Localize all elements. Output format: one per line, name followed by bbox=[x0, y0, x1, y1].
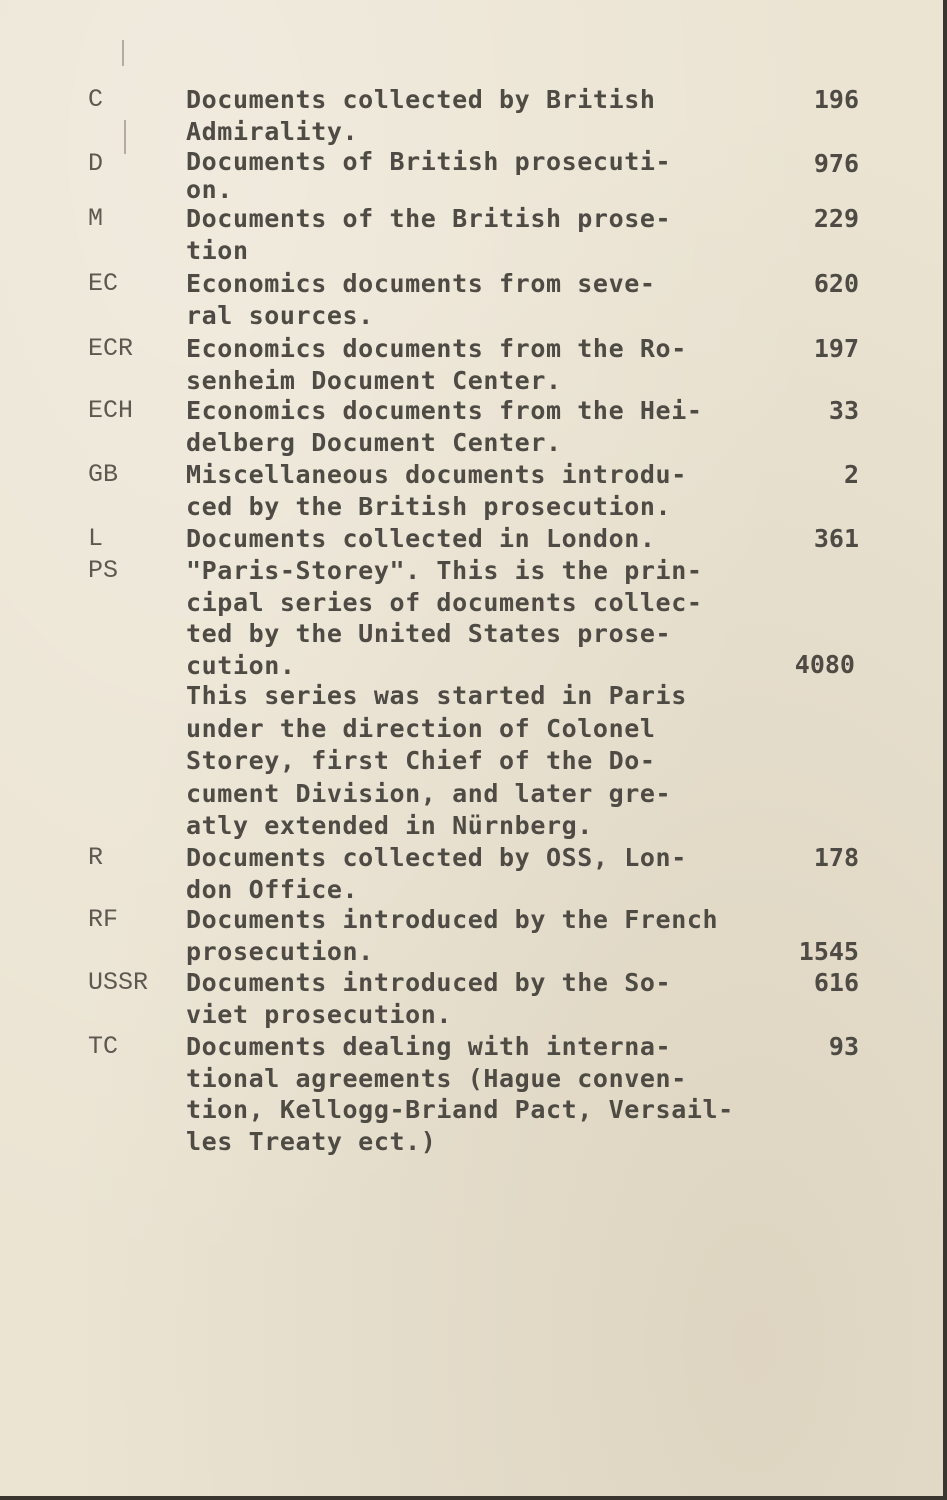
entry-description: Economics documents from the Hei- delberg Document Center. bbox=[186, 396, 703, 457]
pencil-mark bbox=[124, 120, 126, 154]
entry-description: Economics documents from the Ro- senheim Document Center. bbox=[186, 334, 687, 395]
entry-code: ECR bbox=[88, 334, 134, 363]
entry-count: 1545 bbox=[798, 937, 859, 966]
entry-count: 4080 bbox=[794, 650, 855, 679]
entry-code: PS bbox=[88, 556, 119, 585]
entry-count: 976 bbox=[813, 149, 859, 178]
entry-description: Documents dealing with interna- tional agreements (Hague conven- tion, Kellogg-Briand Pact, Versail- les Treaty ect.) bbox=[186, 1032, 734, 1156]
pencil-mark bbox=[122, 40, 124, 66]
entry-code: M bbox=[88, 204, 104, 233]
entry-code: D bbox=[88, 149, 104, 178]
entry-count: 2 bbox=[843, 460, 859, 489]
entry-count: 196 bbox=[813, 85, 859, 114]
entry-description: Documents collected in London. bbox=[186, 524, 656, 553]
entry-count: 620 bbox=[813, 269, 859, 298]
entry-description: Economics documents from seve- ral sources. bbox=[186, 269, 656, 330]
entry-description: Documents of the British prose- tion bbox=[186, 204, 672, 265]
entry-description: Documents introduced by the So- viet prosecution. bbox=[186, 968, 672, 1029]
entry-code: EC bbox=[88, 269, 119, 298]
entry-code: GB bbox=[88, 460, 119, 489]
entry-description: Miscellaneous documents introdu- ced by the British prosecution. bbox=[186, 460, 687, 521]
entry-count: 616 bbox=[813, 968, 859, 997]
entry-count: 33 bbox=[828, 396, 859, 425]
entry-count: 93 bbox=[828, 1032, 859, 1061]
entry-description: Documents of British prosecuti- on. bbox=[186, 147, 672, 204]
entry-code: USSR bbox=[88, 968, 149, 997]
entry-code: RF bbox=[88, 905, 119, 934]
entry-description: "Paris-Storey". This is the prin- cipal series of documents collec- ted by the United States prose- cution. bbox=[186, 556, 703, 680]
entry-description: Documents introduced by the French prosecution. bbox=[186, 905, 719, 966]
entry-count: 361 bbox=[813, 524, 859, 553]
entry-code: TC bbox=[88, 1032, 119, 1061]
entry-note: This series was started in Paris under the direction of Colonel Storey, first Chief of the Do- cument Division, and later gre- atly extended in Nürnberg. bbox=[186, 681, 687, 840]
entry-description: Documents collected by OSS, Lon- don Office. bbox=[186, 843, 687, 904]
entry-description: Documents collected by British Admirality. bbox=[186, 85, 656, 146]
entry-code: R bbox=[88, 843, 104, 872]
entry-code: ECH bbox=[88, 396, 134, 425]
entry-code: L bbox=[88, 524, 104, 553]
entry-count: 197 bbox=[813, 334, 859, 363]
entry-code: C bbox=[88, 85, 104, 114]
entry-count: 229 bbox=[813, 204, 859, 233]
entry-count: 178 bbox=[813, 843, 859, 872]
